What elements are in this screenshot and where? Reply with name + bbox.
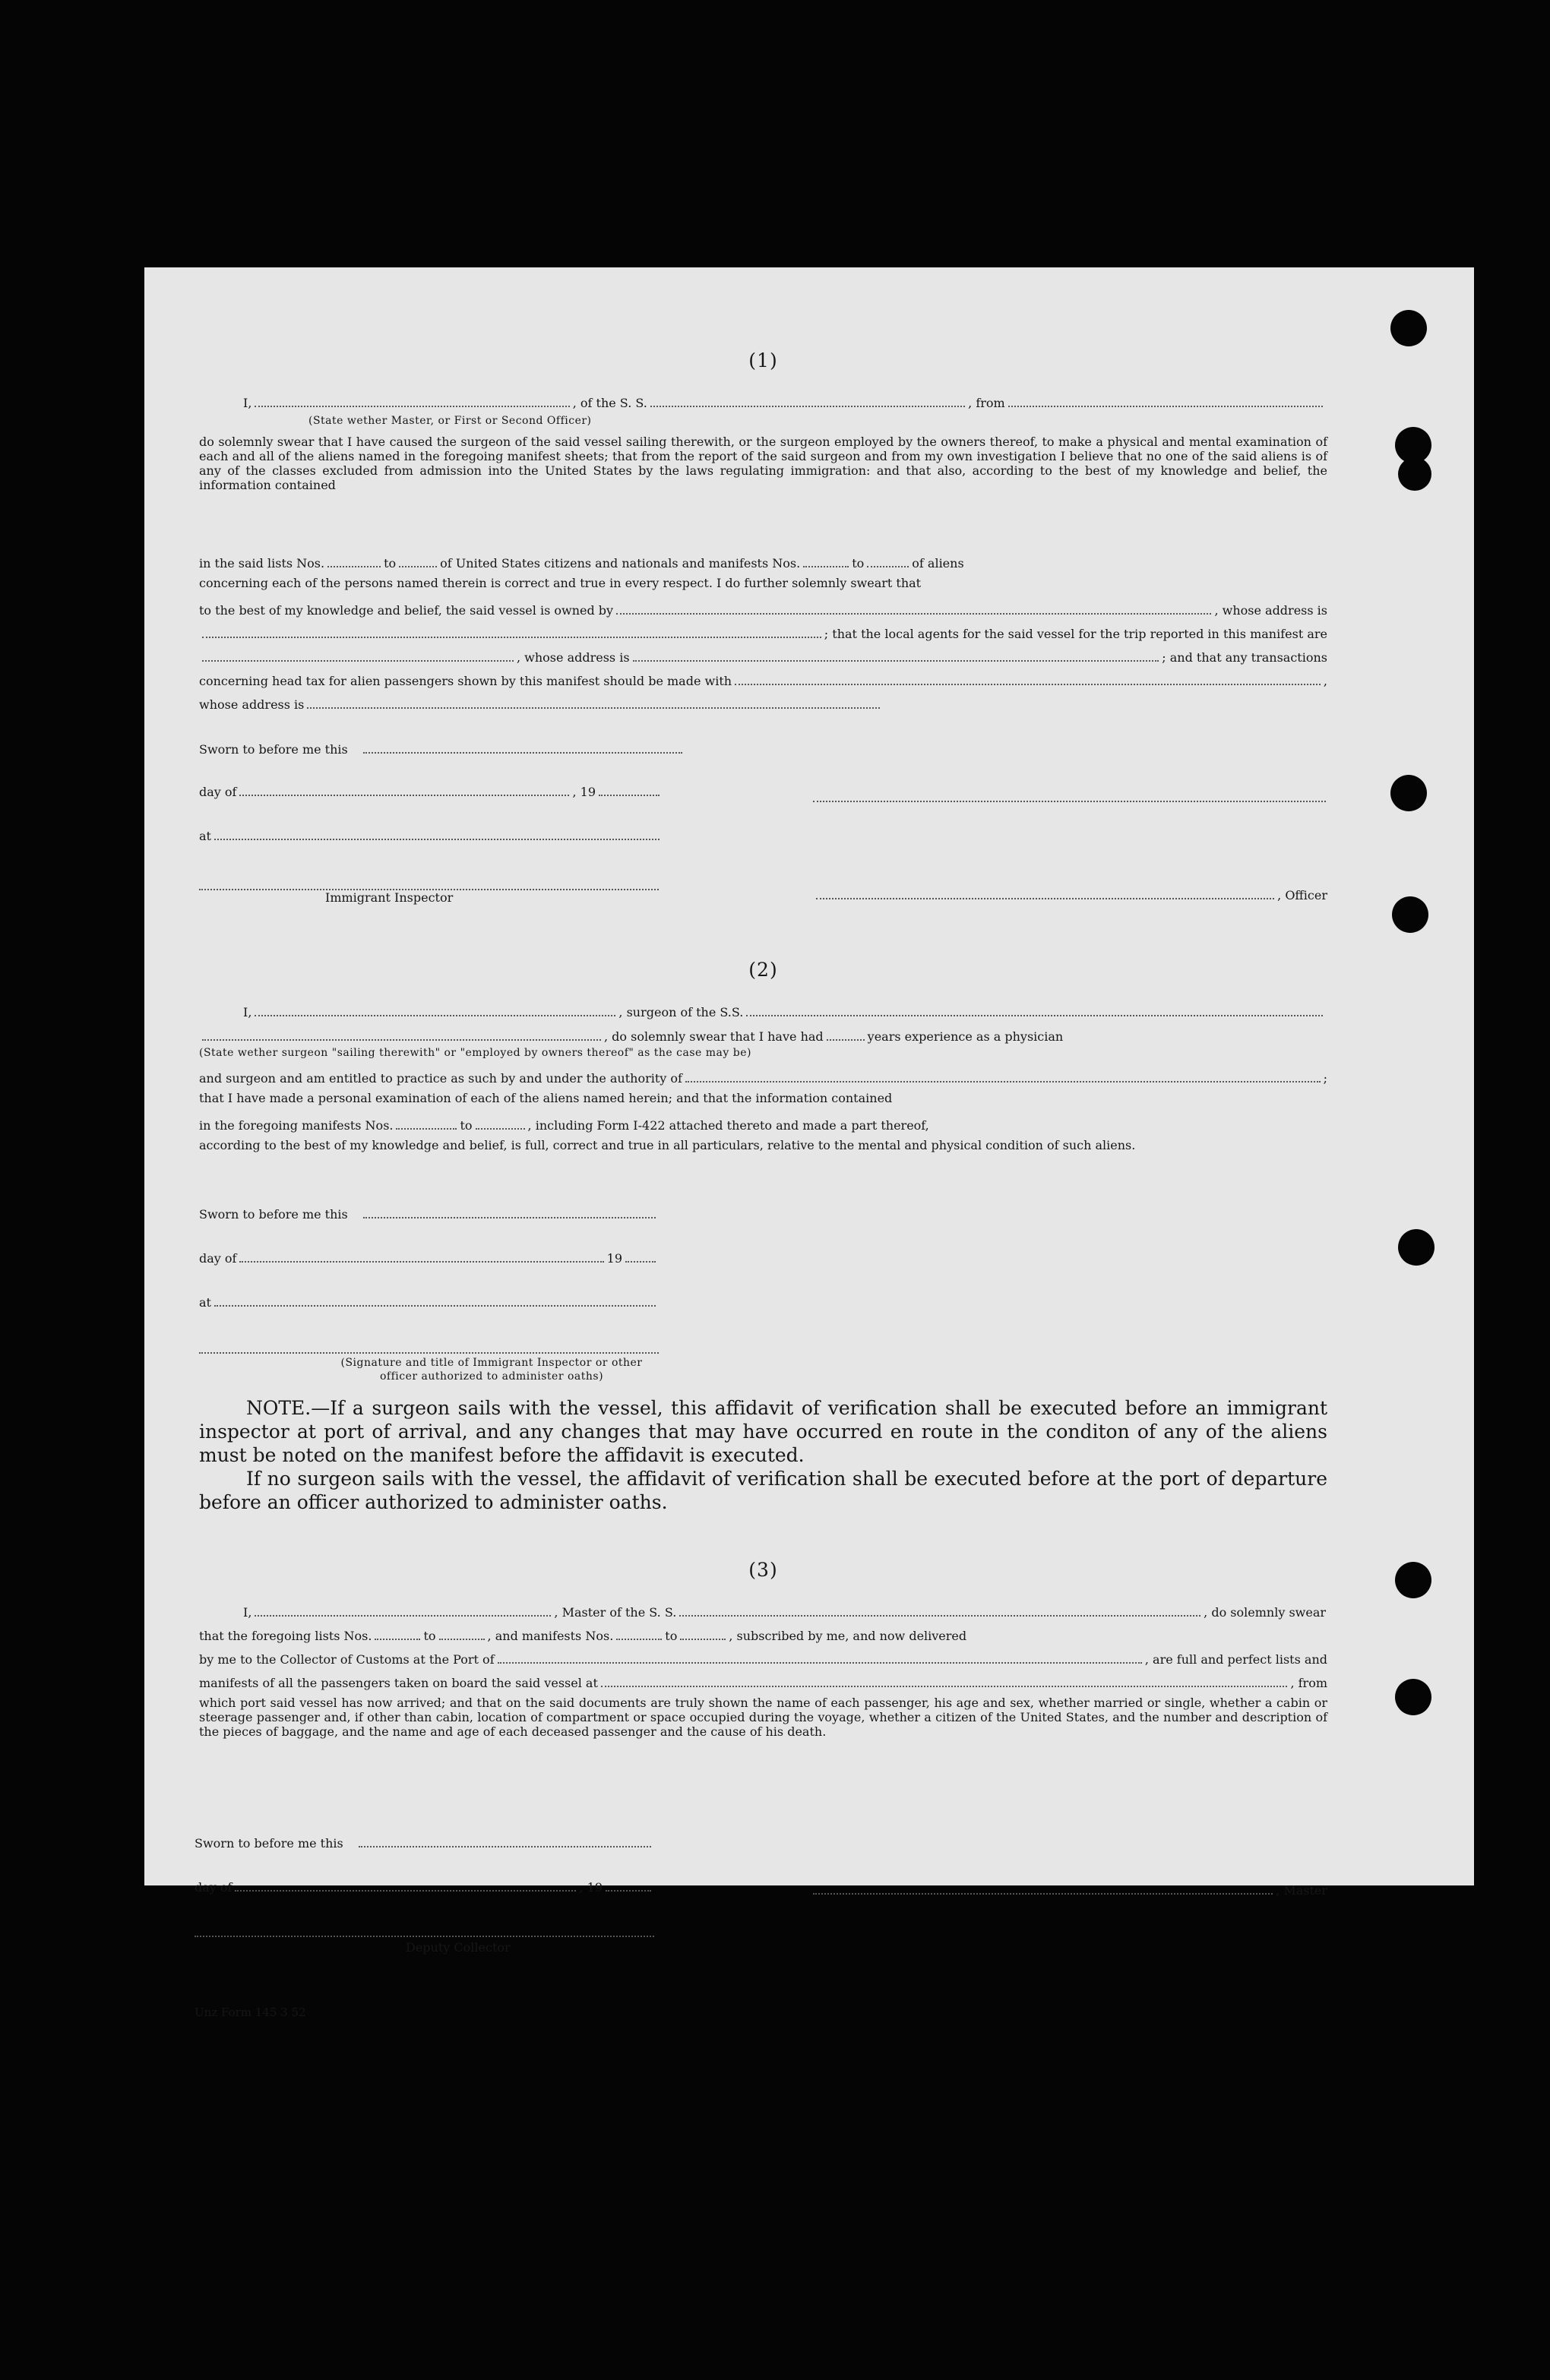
text: I, bbox=[243, 1605, 252, 1620]
years-field[interactable] bbox=[827, 1026, 865, 1041]
vessel-name-field[interactable] bbox=[650, 392, 965, 407]
master-line bbox=[810, 1879, 1327, 1898]
text: years experience as a physician bbox=[867, 1029, 1064, 1044]
field-note: (State wether surgeon "sailing therewith" or "employed by owners thereof" as the case may be) bbox=[199, 1047, 751, 1059]
whose-address-line bbox=[199, 694, 883, 712]
text: , surgeon of the S.S. bbox=[618, 1005, 744, 1019]
text: , 19 bbox=[572, 785, 596, 799]
section-number: (1) bbox=[748, 349, 778, 371]
text: that the foregoing lists Nos. bbox=[199, 1629, 372, 1643]
text: Sworn to before me this bbox=[199, 1207, 348, 1222]
manifest-no-from-field[interactable] bbox=[803, 552, 849, 567]
text: , whose address is bbox=[1214, 603, 1327, 618]
section3-line2 bbox=[199, 1625, 1327, 1643]
text: 19 bbox=[606, 1251, 622, 1266]
paragraph: concerning each of the persons named therein is correct and true in every respect. I do further solemnly sweart that bbox=[199, 576, 922, 590]
punch-hole bbox=[1390, 775, 1427, 811]
text: day of bbox=[199, 785, 237, 799]
field-note: (State wether Master, or First or Second Officer) bbox=[308, 415, 592, 427]
agent-address-line bbox=[199, 646, 1327, 665]
manifest-to-field[interactable] bbox=[680, 1625, 726, 1640]
text: to bbox=[852, 556, 865, 571]
note-paragraph: NOTE.—If a surgeon sails with the vessel, this affidavit of verification shall be executed before an immigrant inspector at port of arrival, and any changes that may have occurred en route in the conditon of any of the aliens must be noted on the manifest before the affidavit is executed. bbox=[199, 1397, 1327, 1466]
day-of-line bbox=[199, 781, 663, 799]
punch-hole bbox=[1390, 310, 1427, 346]
from-port-field[interactable] bbox=[1008, 392, 1323, 407]
text: manifests of all the passengers taken on board the said vessel at bbox=[199, 1676, 598, 1690]
punch-hole bbox=[1398, 2043, 1431, 2077]
sworn-line bbox=[199, 1203, 659, 1222]
text: , Master bbox=[1276, 1883, 1327, 1898]
section-number: (2) bbox=[748, 959, 778, 981]
text: I, bbox=[243, 1005, 252, 1019]
text: to bbox=[384, 556, 397, 571]
text: Sworn to before me this bbox=[199, 742, 348, 757]
text: of aliens bbox=[912, 556, 964, 571]
text: , including Form I-422 attached thereto and made a part thereof, bbox=[527, 1118, 929, 1133]
text: Sworn to before me this bbox=[195, 1836, 343, 1851]
vessel-name-field[interactable] bbox=[746, 1001, 1323, 1016]
port-field[interactable] bbox=[498, 1648, 1142, 1664]
text: , whose address is bbox=[517, 650, 630, 665]
at-line bbox=[199, 1291, 659, 1310]
text: at bbox=[199, 829, 211, 843]
form-code: Unz Form 145 3 52 bbox=[195, 2005, 306, 2019]
manifest-from-field[interactable] bbox=[396, 1114, 457, 1130]
paragraph: do solemnly swear that I have caused the surgeon of the said vessel sailing therewith, or the surgeon employed by the owners thereof, to make a physical and mental examination of each and all of the aliens named in the foregoing manifest sheets; that from the report of the said surgeon and from my own investigation I believe that no one of the said aliens is of any of the classes excluded from admission into the United States by the laws regulating immigration: and that also, according to the best of my knowledge and belief, the information contained bbox=[199, 435, 1327, 492]
list-from-field[interactable] bbox=[375, 1625, 420, 1640]
text: to bbox=[460, 1118, 473, 1133]
day-of-line bbox=[199, 1247, 659, 1266]
punch-hole bbox=[1395, 1679, 1431, 1715]
punch-hole bbox=[1392, 896, 1428, 933]
text: to bbox=[665, 1629, 678, 1643]
manifests-line bbox=[199, 1114, 1327, 1133]
text: of United States citizens and nationals and manifests Nos. bbox=[440, 556, 801, 571]
sworn-line bbox=[199, 738, 685, 757]
text: I, bbox=[243, 396, 252, 410]
text: , 19 bbox=[579, 1880, 603, 1895]
punch-hole bbox=[1398, 1229, 1435, 1266]
headtax-line bbox=[199, 670, 1327, 688]
text: by me to the Collector of Customs at the Port of bbox=[199, 1652, 495, 1667]
at-field[interactable] bbox=[214, 825, 660, 840]
at-line bbox=[199, 825, 663, 843]
inspector-label: Immigrant Inspector bbox=[325, 890, 454, 905]
day-of-field[interactable] bbox=[235, 1876, 576, 1892]
agents-address-field[interactable] bbox=[633, 646, 1159, 662]
surgeon-type-field[interactable] bbox=[202, 1026, 601, 1041]
paragraph: which port said vessel has now arrived; and that on the said documents are truly shown the name of each passenger, his age and sex, whether married or single, whether a cabin or steerage passenger and, if other than cabin, location of compartment or space occupied during the voyage, whether a citizen of the United States, and the number and description of the pieces of baggage, and the name and age of each deceased passenger and the cause of his death. bbox=[199, 1696, 1327, 1739]
text: in the said lists Nos. bbox=[199, 556, 325, 571]
text: , subscribed by me, and now delivered bbox=[729, 1629, 967, 1643]
section3-line3 bbox=[199, 1648, 1327, 1667]
text: ; and that any transactions bbox=[1162, 650, 1327, 665]
signature-note: (Signature and title of Immigrant Inspector or other bbox=[340, 1357, 643, 1369]
section-number: (3) bbox=[748, 1559, 778, 1581]
manifest-from-field[interactable] bbox=[616, 1625, 662, 1640]
day-of-field[interactable] bbox=[239, 781, 569, 796]
text: , do solemnly swear bbox=[1204, 1605, 1326, 1620]
list-no-from-field[interactable] bbox=[327, 552, 381, 567]
text: , bbox=[1323, 674, 1327, 688]
text: at bbox=[199, 1295, 211, 1310]
at-field[interactable] bbox=[214, 1291, 656, 1307]
section1-line1 bbox=[243, 392, 1326, 410]
text: day of bbox=[199, 1251, 237, 1266]
section2-line2 bbox=[199, 1026, 1327, 1044]
owner-field[interactable] bbox=[616, 599, 1211, 615]
text: , do solemnly swear that I have had bbox=[604, 1029, 824, 1044]
text: , Officer bbox=[1277, 888, 1327, 902]
sworn-date-field[interactable] bbox=[363, 738, 682, 754]
manifest-to-field[interactable] bbox=[476, 1114, 525, 1130]
text: ; that the local agents for the said vessel for the trip reported in this manifest are bbox=[824, 627, 1327, 641]
section3-line1 bbox=[243, 1601, 1326, 1620]
list-to-field[interactable] bbox=[439, 1625, 485, 1640]
text: , from bbox=[968, 396, 1005, 410]
paragraph: according to the best of my knowledge and belief, is full, correct and true in all particulars, relative to the mental and physical condition of such aliens. bbox=[199, 1138, 1136, 1152]
text: ; bbox=[1323, 1071, 1327, 1086]
punch-hole bbox=[1398, 457, 1431, 491]
text: , from bbox=[1290, 1676, 1327, 1690]
surgeon-name-field[interactable] bbox=[255, 1001, 615, 1016]
inspector-signature-line[interactable] bbox=[199, 1339, 659, 1354]
text: , Master of the S. S. bbox=[554, 1605, 677, 1620]
inspector-signature-line[interactable] bbox=[199, 875, 659, 890]
master-signature-field[interactable] bbox=[813, 1879, 1273, 1895]
text: , are full and perfect lists and bbox=[1144, 1652, 1327, 1667]
agents-field[interactable] bbox=[202, 646, 514, 662]
headtax-field[interactable] bbox=[735, 670, 1321, 685]
authority-field[interactable] bbox=[685, 1067, 1321, 1083]
punch-hole bbox=[1395, 1562, 1431, 1598]
punch-hole bbox=[1395, 2142, 1431, 2179]
sworn-line bbox=[195, 1832, 654, 1851]
text: whose address is bbox=[199, 697, 305, 712]
year-field[interactable] bbox=[625, 1247, 656, 1263]
year-field[interactable] bbox=[606, 1876, 651, 1892]
text: , and manifests Nos. bbox=[487, 1629, 614, 1643]
deputy-label: Deputy Collector bbox=[406, 1940, 511, 1955]
day-of-line bbox=[195, 1876, 654, 1895]
sworn-date-field[interactable] bbox=[359, 1832, 651, 1847]
sworn-date-field[interactable] bbox=[363, 1203, 656, 1218]
text: to the best of my knowledge and belief, the said vessel is owned by bbox=[199, 603, 614, 618]
owner-address-field[interactable] bbox=[202, 623, 821, 638]
text: concerning head tax for alien passengers shown by this manifest should be made with bbox=[199, 674, 732, 688]
year-field[interactable] bbox=[599, 781, 660, 796]
officer-name-field[interactable] bbox=[255, 392, 569, 407]
deputy-signature-line[interactable] bbox=[195, 1922, 654, 1937]
officer-line bbox=[813, 884, 1327, 902]
text: , of the S. S. bbox=[572, 396, 647, 410]
text: and surgeon and am entitled to practice as such by and under the authority of bbox=[199, 1071, 682, 1086]
authority-line bbox=[199, 1067, 1327, 1086]
headtax-address-field[interactable] bbox=[307, 694, 880, 709]
list-no-to-field[interactable] bbox=[399, 552, 437, 567]
text: day of bbox=[195, 1880, 232, 1895]
day-of-field[interactable] bbox=[239, 1247, 603, 1263]
section3-line4 bbox=[199, 1672, 1327, 1690]
text: to bbox=[423, 1629, 436, 1643]
section1-lists-line bbox=[199, 552, 1327, 571]
signature-note: officer authorized to administer oaths) bbox=[379, 1370, 604, 1383]
vessel-name-field[interactable] bbox=[679, 1601, 1200, 1617]
officer-signature-field[interactable] bbox=[816, 884, 1274, 899]
master-name-field[interactable] bbox=[255, 1601, 551, 1617]
owned-line bbox=[199, 599, 1327, 618]
agents-line bbox=[199, 623, 1327, 641]
boarding-port-field[interactable] bbox=[601, 1672, 1288, 1687]
note-paragraph: If no surgeon sails with the vessel, the affidavit of verification shall be executed before at the port of departure before an officer authorized to administer oaths. bbox=[199, 1468, 1327, 1513]
text: in the foregoing manifests Nos. bbox=[199, 1118, 394, 1133]
manifest-no-to-field[interactable] bbox=[867, 552, 909, 567]
signature-line[interactable] bbox=[813, 787, 1326, 802]
section2-line1 bbox=[243, 1001, 1326, 1019]
paragraph: that I have made a personal examination of each of the aliens named herein; and that the information contained bbox=[199, 1091, 893, 1105]
